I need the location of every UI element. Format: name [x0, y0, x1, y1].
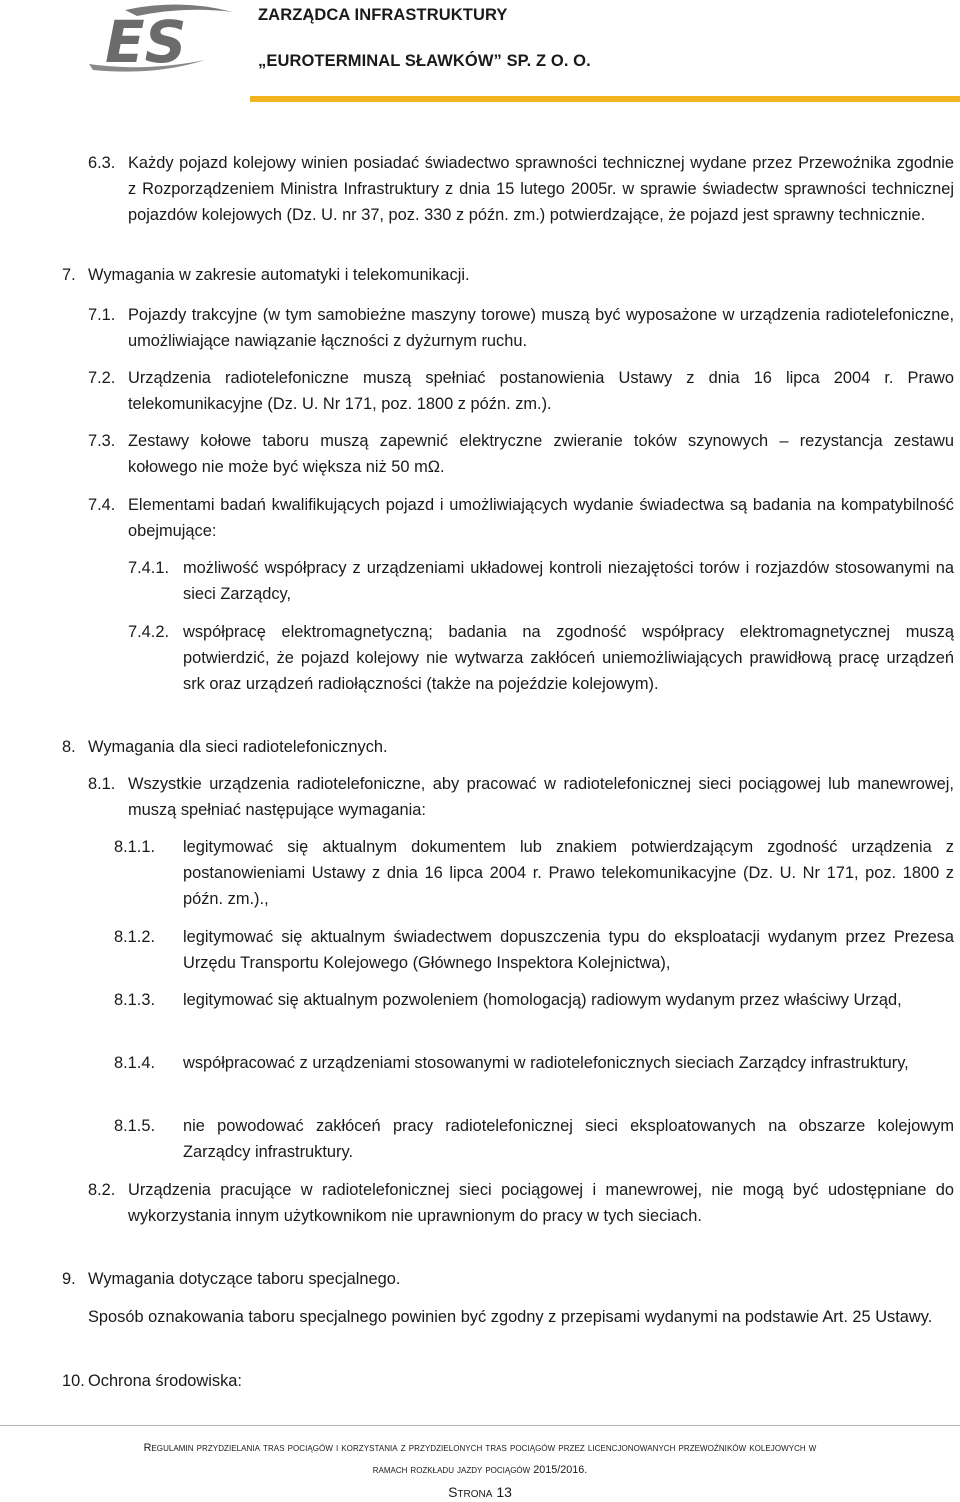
section-text: Sposób oznakowania taboru specjalnego powinien być zgodny z przepisami wydanymi na podstawie Art. 25 Ustawy.	[88, 1308, 933, 1326]
section-number: 8.1.3.	[114, 991, 156, 1009]
section-text: współpracować z urządzeniami stosowanymi w radiotelefonicznych sieciach Zarządcy infrastruktury,	[183, 1054, 909, 1072]
company-logo-icon	[85, 2, 235, 72]
section-8-heading	[62, 734, 954, 760]
section-8-1	[88, 771, 954, 823]
footer-rule	[0, 1425, 960, 1426]
section-text: Wszystkie urządzenia radiotelefoniczne, aby pracować w radiotelefonicznej sieci pociągowej lub manewrowej, muszą spełniać następujące wymagania:	[128, 775, 954, 819]
section-text: Zestawy kołowe taboru muszą zapewnić elektryczne zwieranie toków szynowych – rezystancja zestawu kołowego nie może być większa niż 50 mΩ.	[128, 432, 954, 476]
section-7-heading	[62, 262, 954, 288]
section-9-paragraph	[88, 1304, 954, 1330]
section-7-4-2	[128, 619, 954, 697]
section-number: 8.2.	[88, 1181, 116, 1199]
section-text: możliwość współpracy z urządzeniami układowej kontroli niezajętości torów i rozjazdów stosowanymi na sieci Zarządcy,	[183, 559, 954, 603]
section-number: 7.2.	[88, 369, 116, 387]
section-number: 7.1.	[88, 306, 116, 324]
section-text: współpracę elektromagnetyczną; badania na zgodność współpracy elektromagnetycznej muszą potwierdzić, że pojazd kolejowy nie wytwarza zakłóceń uniemożliwiających prawidłową pracę urządzeń srk oraz urządzeń radiołączności (także na pojeździe kolejowym).	[183, 623, 954, 693]
section-text: Elementami badań kwalifikujących pojazd i umożliwiających wydanie świadectwa są badania na kompatybilność obejmujące:	[128, 496, 954, 540]
section-number: 8.1.1.	[114, 838, 156, 856]
section-number: 10.	[62, 1372, 85, 1390]
section-7-1	[88, 302, 954, 354]
section-text: Urządzenia radiotelefoniczne muszą spełniać postanowienia Ustawy z dnia 16 lipca 2004 r. Prawo telekomunikacyjne (Dz. U. Nr 171, poz. 1800 z późn. zm.).	[128, 369, 954, 413]
footer-document-title-line2: ramach rozkładu jazdy pociągów 2015/2016.	[372, 1464, 588, 1476]
section-7-3	[88, 428, 954, 480]
section-8-2	[88, 1177, 954, 1229]
section-text: Wymagania dotyczące taboru specjalnego.	[88, 1270, 401, 1288]
section-text: legitymować się aktualnym świadectwem dopuszczenia typu do eksploatacji wydanym przez Prezesa Urzędu Transportu Kolejowego (Głównego Inspektora Kolejnictwa),	[183, 928, 954, 972]
section-text: Pojazdy trakcyjne (w tym samobieżne maszyny torowe) muszą być wyposażone w urządzenia radiotelefoniczne, umożliwiające nawiązanie łączności z dyżurnym ruchu.	[128, 306, 954, 350]
section-number: 7.4.1.	[128, 559, 170, 577]
section-text: legitymować się aktualnym pozwoleniem (homologacją) radiowym wydanym przez właściwy Urząd,	[183, 991, 902, 1009]
section-text: Wymagania dla sieci radiotelefonicznych.	[88, 738, 388, 756]
section-text: Urządzenia pracujące w radiotelefonicznej sieci pociągowej i manewrowej, nie mogą być udostępniane do wykorzystania innym użytkownikom nie uprawnionym do pracy w tych sieciach.	[128, 1181, 954, 1225]
section-text: Każdy pojazd kolejowy winien posiadać świadectwo sprawności technicznej wydane przez Przewoźnika zgodnie z Rozporządzeniem Ministra Infrastruktury z dnia 15 lutego 2005r. w sprawie świadectw sprawności technicznej pojazdów kolejowych (Dz. U. nr 37, poz. 330 z późn. zm.) potwierdzające, że pojazd jest sprawny technicznie.	[128, 154, 954, 224]
section-7-4-1	[128, 555, 954, 607]
section-number: 9.	[62, 1270, 76, 1288]
header-company-line1: ZARZĄDCA INFRASTRUKTURY	[258, 6, 508, 24]
section-number: 8.1.	[88, 775, 116, 793]
section-9-heading	[62, 1266, 954, 1292]
section-7-2	[88, 365, 954, 417]
footer-document-title-line1: Regulamin przydzielania tras pociągów i korzystania z przydzielonych tras pociągów przez licencjonowanych przewoźników kolejowych w	[143, 1442, 817, 1454]
section-8-1-3	[114, 987, 954, 1013]
section-number: 7.3.	[88, 432, 116, 450]
section-number: 7.	[62, 266, 76, 284]
header-accent-rule	[250, 96, 960, 102]
section-text: legitymować się aktualnym dokumentem lub znakiem potwierdzającym zgodność urządzenia z postanowieniami Ustawy z dnia 16 lipca 2004 r. Prawo telekomunikacyjne (Dz. U. Nr 171, poz. 1800 z późn. zm.).,	[183, 838, 954, 908]
section-7-4	[88, 492, 954, 544]
footer-page-number: Strona 13	[448, 1484, 512, 1500]
section-8-1-4	[114, 1050, 954, 1076]
section-number: 8.	[62, 738, 76, 756]
section-text: Ochrona środowiska:	[88, 1372, 242, 1390]
section-number: 8.1.4.	[114, 1054, 156, 1072]
section-8-1-2	[114, 924, 954, 976]
section-text: nie powodować zakłóceń pracy radiotelefonicznej sieci eksploatowanych na obszarze kolejowym Zarządcy infrastruktury.	[183, 1117, 954, 1161]
section-number: 6.3.	[88, 154, 116, 172]
section-number: 7.4.2.	[128, 623, 170, 641]
header-company-line2: „EUROTERMINAL SŁAWKÓW” SP. Z O. O.	[258, 52, 591, 70]
section-10-heading	[62, 1368, 954, 1394]
section-number: 7.4.	[88, 496, 116, 514]
section-number: 8.1.5.	[114, 1117, 156, 1135]
section-6-3	[88, 150, 954, 228]
svg-text:ES: ES	[105, 8, 187, 72]
section-text: Wymagania w zakresie automatyki i telekomunikacji.	[88, 266, 470, 284]
section-8-1-1	[114, 834, 954, 912]
section-8-1-5	[114, 1113, 954, 1165]
section-number: 8.1.2.	[114, 928, 156, 946]
